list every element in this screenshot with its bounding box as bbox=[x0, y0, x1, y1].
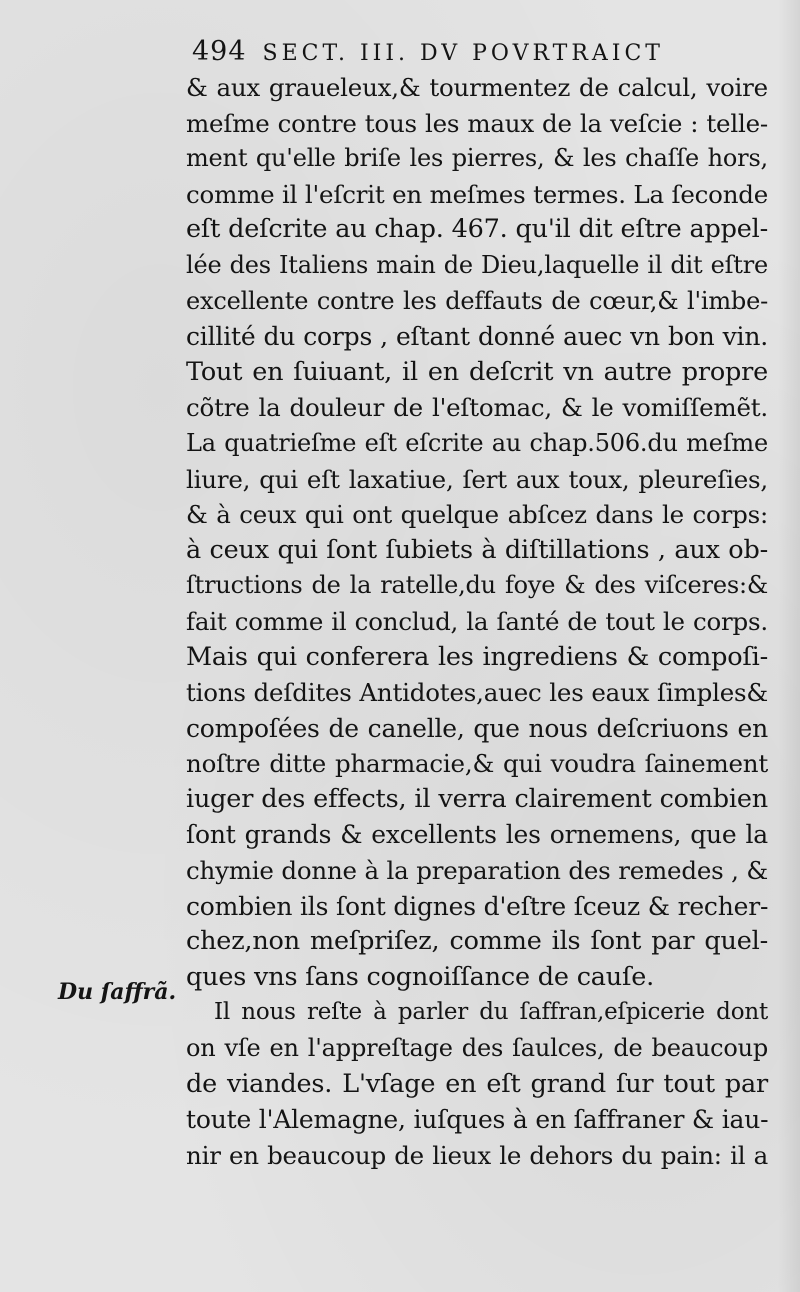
text-line: combien ils ſont dignes d'eſtre ſceuz & recher- bbox=[186, 891, 769, 921]
text-line: iuger des effects, il verra clairement combien bbox=[186, 783, 768, 814]
text-line: ſtructions de la ratelle,du foye & des viſceres:& bbox=[186, 571, 768, 600]
page-gutter-shadow bbox=[778, 0, 800, 1292]
body-text bbox=[186, 70, 768, 1173]
text-line: & aux graueleux,& tourmentez de calcul, voire bbox=[186, 73, 768, 102]
text-line: Il nous reſte à parler du ſaffran,eſpicerie dont bbox=[214, 999, 768, 1026]
text-line: on vſe en l'appreſtage des ſaulces, de beaucoup bbox=[186, 1034, 768, 1063]
text-line: Mais qui conferera les ingrediens & compoſi- bbox=[186, 641, 768, 672]
text-line: cõtre la douleur de l'eſtomac, & le vomiſſemẽt. bbox=[186, 393, 768, 423]
text-line: ment qu'elle briſe les pierres, & les chaſſe hors, bbox=[186, 144, 768, 173]
running-head-title: SECT. III. DV POVRTRAICT bbox=[262, 41, 664, 66]
page-number: 494 bbox=[192, 36, 247, 67]
text-line: chez,non meſpriſez, comme ils ſont par quel- bbox=[186, 926, 768, 957]
text-line: à ceux qui ſont ſubiets à diſtillations , aux ob- bbox=[186, 534, 768, 565]
text-line: tions deſdites Antidotes,auec les eaux ſimples& bbox=[186, 678, 768, 708]
text-line: de viandes. L'vſage en eſt grand ſur tout par bbox=[186, 1068, 768, 1099]
text-line: eſt deſcrite au chap. 467. qu'il dit eſtre appel- bbox=[186, 214, 768, 245]
text-line: comme il l'eſcrit en meſmes termes. La ſeconde bbox=[186, 179, 769, 209]
text-line: ſont grands & excellents les ornemens, que la bbox=[186, 820, 768, 850]
text-line: lée des Italiens main de Dieu,laquelle il dit eſtre bbox=[186, 250, 768, 279]
text-line: excellente contre les deffauts de cœur,& l'imbe- bbox=[186, 286, 768, 315]
text-line: fait comme il conclud, la ſanté de tout le corps. bbox=[186, 606, 768, 636]
text-line: chymie donne à la preparation des remedes , & bbox=[186, 856, 768, 886]
text-line: ques vns ſans cognoiſſance de cauſe. bbox=[186, 961, 655, 992]
text-line: & à ceux qui ont quelque abſcez dans le corps: bbox=[186, 500, 768, 530]
text-line: La quatrieſme eſt eſcrite au chap.506.du meſme bbox=[186, 428, 768, 457]
text-line: Tout en ſuiuant, il en deſcrit vn autre propre bbox=[186, 356, 768, 387]
marginal-note: Du ſaffrã. bbox=[58, 979, 177, 1005]
text-line: nir en beaucoup de lieux le dehors du pain: il a bbox=[186, 1140, 768, 1170]
text-line: toute l'Alemagne, iuſques à en ſaffraner & iau- bbox=[186, 1105, 769, 1135]
text-line: compoſées de canelle, que nous deſcriuons en bbox=[186, 713, 768, 743]
text-line: meſme contre tous les maux de la veſcie : telle- bbox=[186, 108, 768, 138]
text-line: liure, qui eſt laxatiue, ſert aux toux, pleureſies, bbox=[186, 464, 768, 494]
text-line: noſtre ditte pharmacie,& qui voudra ſainement bbox=[186, 749, 768, 779]
running-head bbox=[192, 32, 752, 72]
text-line: cillité du corps , eſtant donné auec vn bon vin. bbox=[186, 322, 768, 352]
